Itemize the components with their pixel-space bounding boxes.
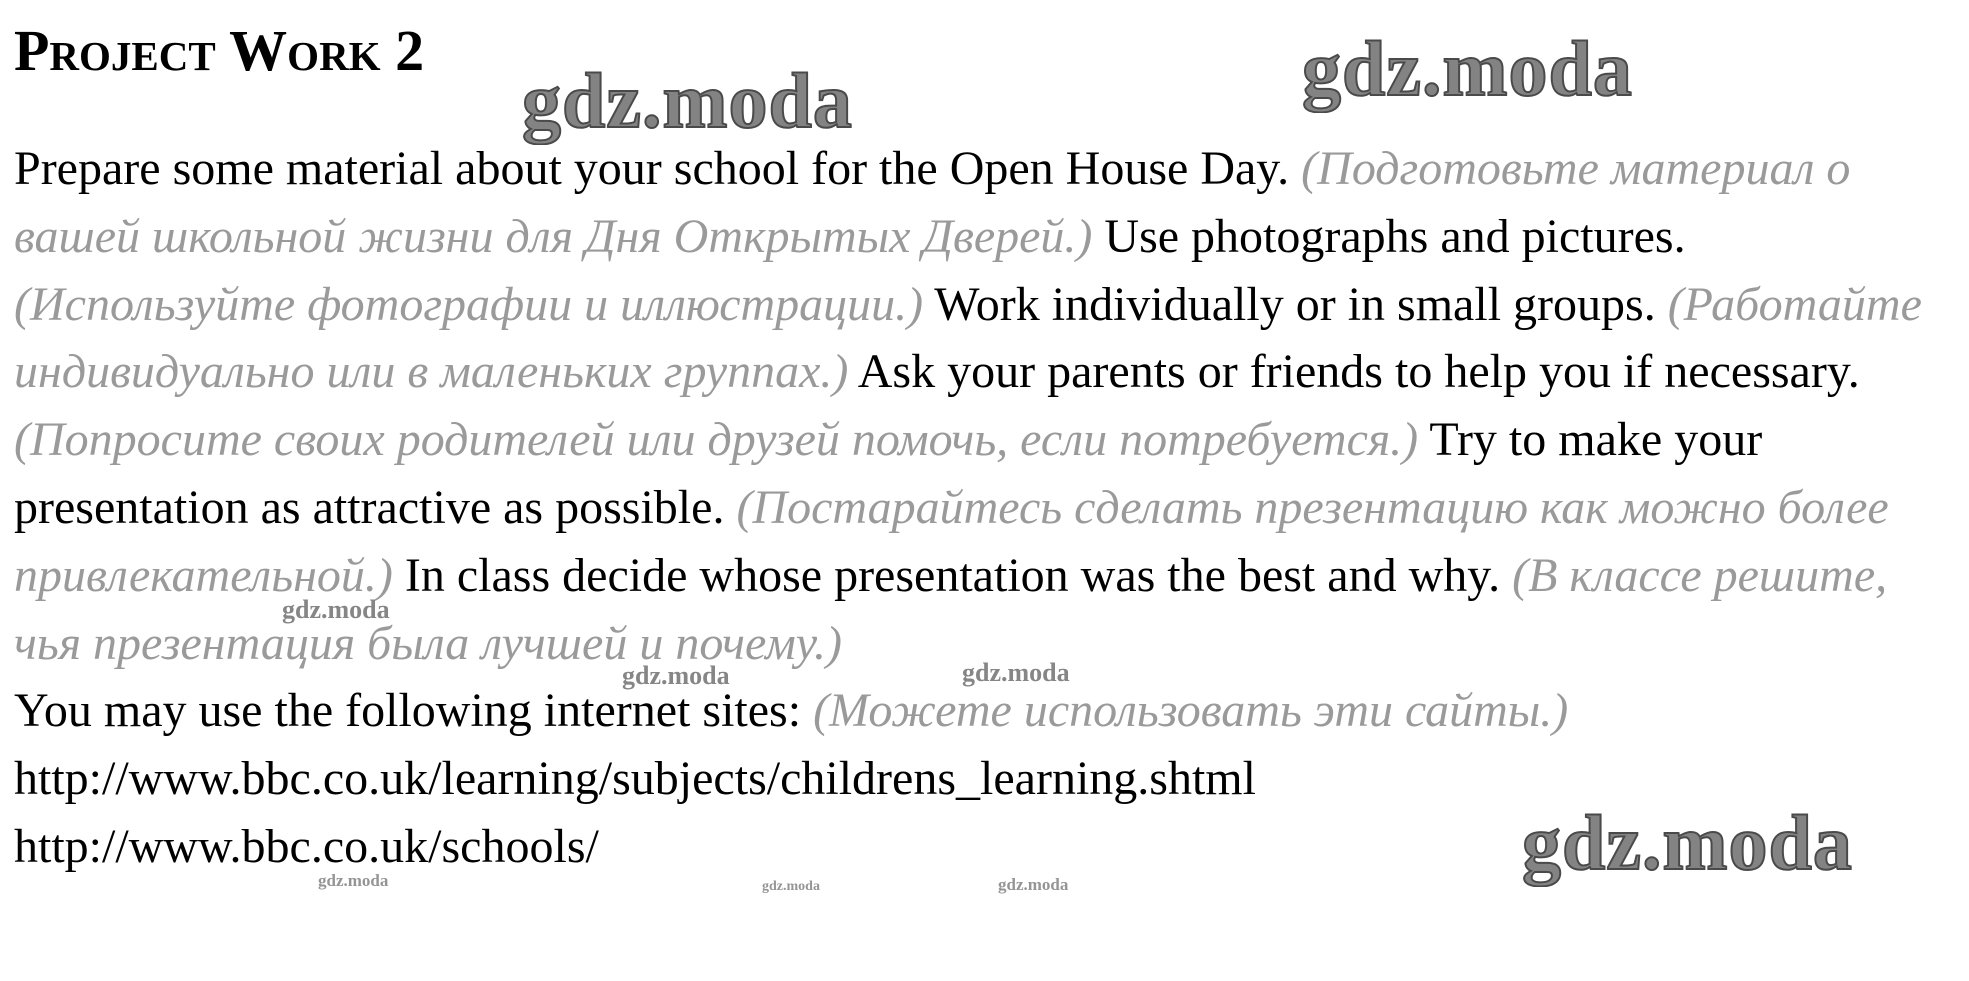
watermark-logo: gdz.moda bbox=[282, 595, 390, 624]
site-link-1[interactable]: http://www.bbc.co.uk/learning/subjects/childrens_learning.shtml bbox=[14, 752, 1256, 806]
task-paragraph bbox=[14, 135, 1959, 677]
sites-intro bbox=[14, 677, 1959, 745]
translation-ru-4: (Попросите своих родителей или друзей помочь, если потребуется.) bbox=[14, 413, 1419, 467]
translation-ru-3: (Работайте индивидуально или в маленьких группах.) bbox=[14, 277, 1922, 399]
translation-ru-2: (Используйте фотографии и иллюстрации.) bbox=[14, 277, 924, 331]
translation-ru-1: (Подготовьте материал о вашей школьной жизни для Дня Открытых Дверей.) bbox=[14, 142, 1851, 263]
instruction-en-2: Use photographs and pictures. bbox=[1104, 209, 1686, 263]
watermark-logo: gdz.moda bbox=[962, 658, 1070, 687]
sites-intro-ru: (Можете использовать эти сайты.) bbox=[813, 684, 1569, 738]
watermark-logo: gdz.moda bbox=[762, 879, 820, 894]
watermark-logo: gdz.moda bbox=[522, 57, 853, 144]
page-title: Project Work 2 bbox=[14, 18, 425, 83]
instruction-en-5: Try to make your presentation as attractive as possible. bbox=[14, 413, 1763, 534]
instruction-en-1: Prepare some material about your school for the Open House Day. bbox=[14, 142, 1290, 195]
site-link-2[interactable]: http://www.bbc.co.uk/schools/ bbox=[14, 819, 599, 873]
instruction-en-6: In class decide whose presentation was the best and why. bbox=[404, 548, 1501, 602]
translation-ru-6: (В классе решите, чья презентация была лучшей и почему.) bbox=[14, 548, 1888, 670]
watermark-logo: gdz.moda bbox=[998, 875, 1069, 894]
sites-intro-en: You may use the following internet sites: bbox=[14, 684, 802, 738]
watermark-logo: gdz.moda bbox=[318, 871, 389, 890]
instruction-en-3: Work individually or in small groups. bbox=[934, 277, 1656, 331]
watermark-logo: gdz.moda bbox=[622, 661, 730, 690]
watermark-logo: gdz.moda bbox=[1302, 25, 1633, 112]
translation-ru-5: (Постарайтесь сделать презентацию как можно более привлекательной.) bbox=[14, 480, 1889, 602]
watermark-logo: gdz.moda bbox=[1522, 799, 1853, 886]
instruction-en-4: Ask your parents or friends to help you if necessary. bbox=[857, 345, 1860, 399]
